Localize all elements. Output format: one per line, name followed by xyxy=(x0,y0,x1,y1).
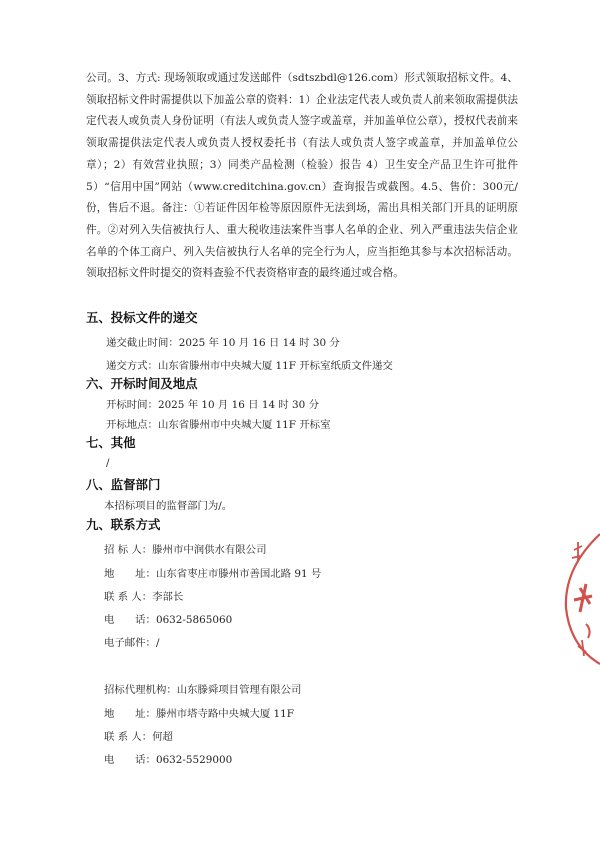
submission-method: 递交方式：山东省滕州市中央城大厦 11F 开标室纸质文件递交 xyxy=(106,360,393,372)
opening-time: 开标时间：2025 年 10 月 16 日 14 时 30 分 xyxy=(106,399,319,411)
submission-deadline: 递交截止时间：2025 年 10 月 16 日 14 时 30 分 xyxy=(106,337,340,349)
tenderer-contact: 联 系 人：李部长 xyxy=(104,591,184,603)
section9-heading: 九、联系方式 xyxy=(86,517,161,532)
tenderer-name: 招 标 人：滕州市中润供水有限公司 xyxy=(104,544,267,556)
tenderer-email: 电子邮件：/ xyxy=(104,637,160,649)
opening-place: 开标地点：山东省滕州市中央城大厦 11F 开标室 xyxy=(106,419,331,431)
agency-address: 地 址：滕州市塔寺路中央城大厦 11F xyxy=(104,708,294,720)
agency-phone: 电 话：0632-5529000 xyxy=(104,754,233,766)
section8-content: 本招标项目的监督部门为/。 xyxy=(104,500,233,512)
section5-heading: 五、投标文件的递交 xyxy=(86,310,198,325)
section8-heading: 八、监督部门 xyxy=(86,477,161,492)
tenderer-phone: 电 话：0632-5865060 xyxy=(104,614,233,626)
agency-contact: 联 系 人：何超 xyxy=(104,731,173,743)
section7-content: / xyxy=(106,457,110,469)
section7-heading: 七、其他 xyxy=(86,435,136,450)
agency-name: 招标代理机构：山东滕舜项目管理有限公司 xyxy=(104,684,302,696)
section6-heading: 六、开标时间及地点 xyxy=(86,376,198,391)
tenderer-address: 地 址：山东省枣庄市滕州市善国北路 91 号 xyxy=(104,568,322,580)
official-seal-stamp xyxy=(556,528,600,668)
intro-paragraph: 公司。3、方式: 现场领取或通过发送邮件（sdtszbdl@126.com）形式领取招标文件。4、领取招标文件时需提供以下加盖公章的资料：1）企业法定代表人或负责人前来领取需提供法定代表人或负责人身份证明（有法人或负责人签字或盖章，并加盖单位公章），授权代表前来领取需提供法定代表人或负责人授权委托书（有法人或负责人签字或盖章，并加盖单位公章）；2）有效营业执照；3）同类产品检测（检验）报告 4）卫生安全产品卫生许可批件 5）“信用中国”网站（www.creditchina.gov.cn）查询报告或截图。4.5、售价：300元/份，售后不退。备注：①若证件因年检等原因原件无法到场，需出具相关部门开具的证明原件。②对列入失信被执行人、重大税收违法案件当事人名单的企业、列入严重违法失信企业名单的个体工商户、列入失信被执行人名单的完全行为人，应当拒绝其参与本次招标活动。领取招标文件时提交的资料查验不代表资格审查的最终通过或合格。 xyxy=(86,72,518,280)
